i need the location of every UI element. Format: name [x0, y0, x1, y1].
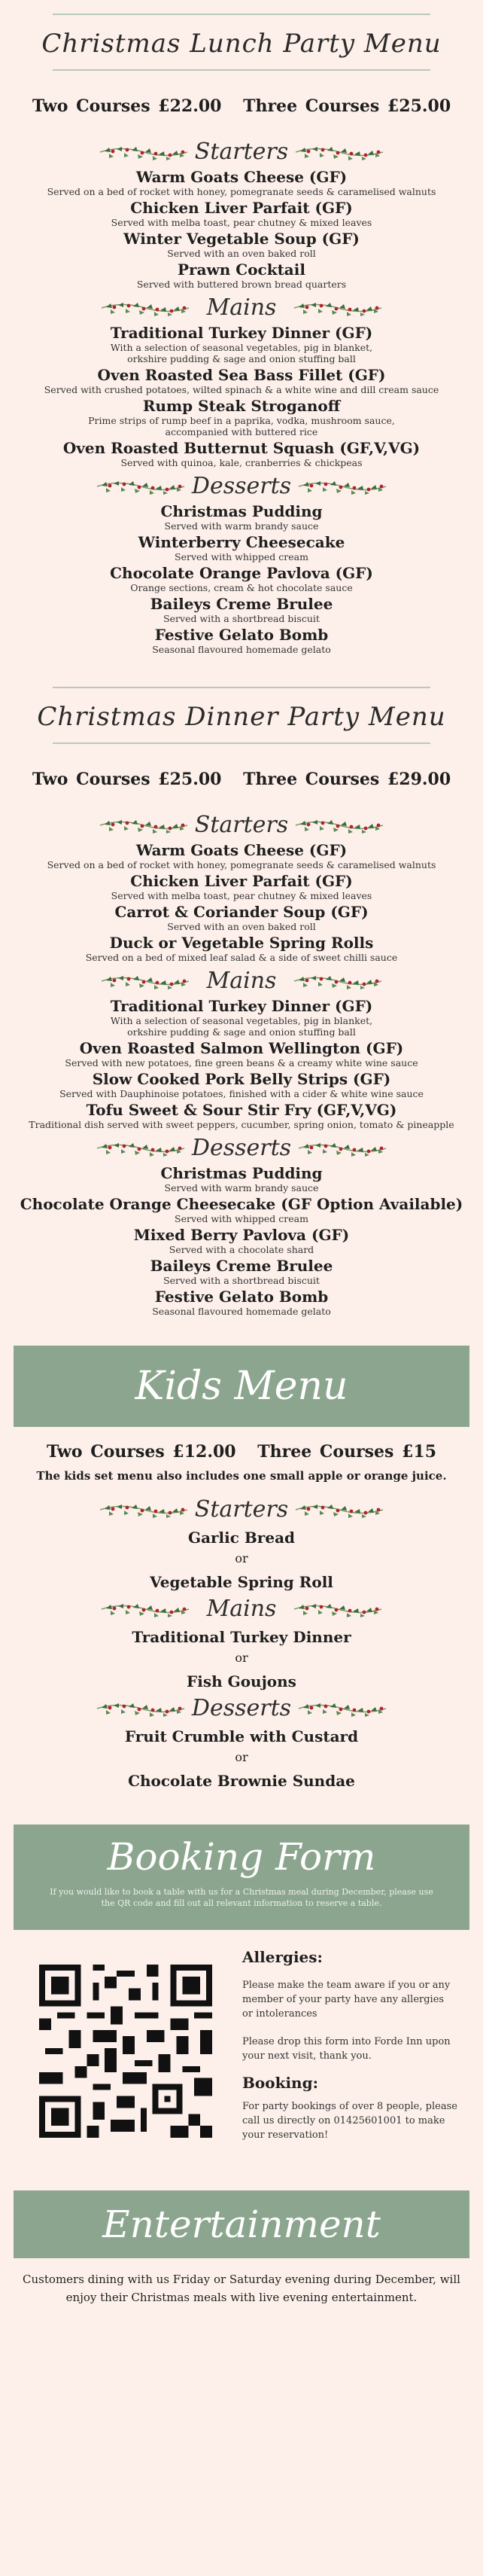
lunch-menu — [0, 0, 483, 655]
section-label: Starters — [194, 812, 289, 838]
booking-text: For party bookings of over 8 people, please call us directly on 01425601001 to make your reservation! — [242, 2101, 457, 2141]
dish-name: Baileys Creme Brulee — [150, 1257, 333, 1275]
entertainment-banner: Entertainment — [14, 2190, 469, 2258]
dish-description: Traditional dish served with sweet peppers, cucumber, spring onion, tomato & pineapple — [29, 1119, 454, 1130]
holly-garland-icon — [294, 817, 384, 834]
dinner-starters-list — [0, 841, 483, 963]
kids-menu-banner: Kids Menu — [14, 1346, 469, 1427]
booking-section — [0, 1825, 483, 2171]
dish-name: Tofu Sweet & Sour Stir Fry (GF,V,VG) — [86, 1101, 397, 1119]
holly-garland-icon — [297, 1700, 387, 1717]
dish-name: Oven Roasted Butternut Squash (GF,V,VG) — [62, 439, 421, 457]
dish-description: Served on a bed of rocket with honey, pomegranate seeds & caramelised walnuts — [47, 186, 436, 197]
kids-main-2: Fish Goujons — [187, 1672, 296, 1690]
dish-description: Prime strips of rump beef in a paprika, vodka, mushroom sauce, — [88, 415, 395, 426]
dish-name: Slow Cooked Pork Belly Strips (GF) — [92, 1070, 391, 1088]
dish-item — [0, 903, 483, 932]
holly-garland-icon — [100, 300, 190, 316]
dish-item — [0, 1039, 483, 1069]
dish-description: Seasonal flavoured homemade gelato — [152, 1306, 331, 1317]
dish-name: Chicken Liver Parfait (GF) — [130, 872, 353, 890]
dish-item — [0, 230, 483, 259]
dish-item — [0, 261, 483, 290]
dish-name: Baileys Creme Brulee — [150, 595, 333, 613]
entertainment-text: Customers dining with us Friday or Saturday evening during December, will enjoy their Christmas meals with live evening entertainment. — [23, 2273, 460, 2304]
dish-description: accompanied with buttered rice — [165, 426, 318, 437]
kids-starter-1: Garlic Bread — [187, 1529, 296, 1547]
lunch-mains-list — [0, 324, 483, 468]
dish-item — [0, 366, 483, 395]
dish-name: Chocolate Orange Pavlova (GF) — [110, 564, 373, 582]
dish-name: Warm Goats Cheese (GF) — [135, 168, 348, 186]
dish-item — [0, 1164, 483, 1193]
holly-garland-icon — [294, 1501, 384, 1518]
dish-description: orkshire pudding & sage and onion stuffing ball — [127, 1026, 356, 1038]
dish-name: Christmas Pudding — [160, 1164, 323, 1182]
dish-name: Oven Roasted Salmon Wellington (GF) — [79, 1039, 404, 1057]
dish-description: Served with buttered brown bread quarters — [136, 279, 347, 290]
holly-garland-icon — [96, 1700, 186, 1717]
kids-starter-2: Vegetable Spring Roll — [150, 1573, 333, 1591]
dinner-desserts-list — [0, 1164, 483, 1317]
dish-name: Winter Vegetable Soup (GF) — [123, 230, 360, 248]
dish-name: Chicken Liver Parfait (GF) — [130, 199, 353, 217]
dish-item — [0, 1226, 483, 1255]
dinner-menu-title: Christmas Dinner Party Menu — [37, 702, 446, 732]
dish-item — [0, 997, 483, 1038]
dinner-price-two: Two Courses £25.00 — [32, 770, 222, 789]
dish-name: Duck or Vegetable Spring Rolls — [109, 934, 374, 952]
dish-item — [0, 872, 483, 901]
or-separator: or — [235, 1551, 248, 1565]
booking-intro: If you would like to book a table with us for a Christmas meal during December, please use the QR code and fill out all relevant information to reserve a table. — [50, 1887, 433, 1908]
dish-name: Festive Gelato Bomb — [154, 1288, 329, 1306]
dish-description: Served with warm brandy sauce — [164, 520, 319, 532]
dish-item — [0, 324, 483, 364]
dish-description: Served with an oven baked roll — [167, 248, 316, 259]
holly-garland-icon — [297, 478, 387, 495]
or-separator: or — [235, 1651, 248, 1665]
lunch-menu-title: Christmas Lunch Party Menu — [41, 29, 442, 59]
kids-desserts-heading — [0, 1695, 483, 1721]
lunch-starters-heading — [0, 139, 483, 165]
dish-name: Warm Goats Cheese (GF) — [135, 841, 348, 859]
dish-item — [0, 1288, 483, 1317]
dish-item — [0, 502, 483, 532]
kids-main-1: Traditional Turkey Dinner — [132, 1628, 351, 1646]
section-label: Starters — [194, 139, 289, 165]
holly-garland-icon — [99, 144, 189, 160]
section-label: Desserts — [191, 1695, 292, 1721]
dish-description: Served with melba toast, pear chutney & mixed leaves — [111, 217, 372, 228]
dish-item — [0, 564, 483, 593]
dinner-starters-heading — [0, 812, 483, 838]
dish-description: Served on a bed of rocket with honey, pomegranate seeds & caramelised walnuts — [47, 859, 436, 870]
lunch-price-two: Two Courses £22.00 — [32, 96, 222, 116]
holly-garland-icon — [293, 1601, 383, 1617]
divider — [53, 69, 430, 71]
dish-description: Served with a chocolate shard — [169, 1244, 314, 1255]
dish-item — [0, 1101, 483, 1130]
dish-item — [0, 1070, 483, 1099]
kids-price-three: Three Courses £15 — [257, 1442, 437, 1462]
kids-note: The kids set menu also includes one small apple or orange juice. — [36, 1469, 447, 1483]
dish-item — [0, 1195, 483, 1224]
holly-garland-icon — [99, 1501, 189, 1518]
dinner-prices — [0, 770, 483, 789]
dish-name: Chocolate Orange Cheesecake (GF Option Available) — [20, 1195, 463, 1213]
booking-body — [0, 1930, 483, 2171]
section-label: Starters — [194, 1496, 289, 1523]
holly-garland-icon — [99, 817, 189, 834]
dish-item — [0, 439, 483, 468]
dish-description: Served with warm brandy sauce — [164, 1182, 319, 1193]
dinner-mains-list — [0, 997, 483, 1130]
dish-description: With a selection of seasonal vegetables, pig in blanket, — [110, 342, 373, 353]
section-label: Desserts — [191, 1135, 292, 1161]
dish-item — [0, 168, 483, 197]
dish-description: Served with crushed potatoes, wilted spinach & a white wine and dill cream sauce — [44, 384, 439, 395]
lunch-mains-heading — [0, 294, 483, 321]
booking-details — [242, 1948, 457, 2156]
dish-description: Served with melba toast, pear chutney & mixed leaves — [111, 890, 372, 901]
entertainment-section — [0, 2190, 483, 2306]
dish-item — [0, 626, 483, 655]
section-label: Mains — [206, 968, 277, 994]
dish-description: orkshire pudding & sage and onion stuffing ball — [127, 353, 356, 364]
lunch-desserts-list — [0, 502, 483, 655]
dish-name: Winterberry Cheesecake — [138, 533, 345, 551]
dish-description: Served with Dauphinoise potatoes, finished with a cider & white wine sauce — [59, 1088, 424, 1099]
kids-mains-heading — [0, 1596, 483, 1622]
dish-description: Served with whipped cream — [175, 1213, 308, 1224]
lunch-prices — [0, 96, 483, 116]
lunch-desserts-heading — [0, 473, 483, 499]
dinner-desserts-heading — [0, 1135, 483, 1161]
dish-description: Served with a shortbread biscuit — [163, 1275, 320, 1286]
kids-prices — [0, 1442, 483, 1462]
lunch-starters-list — [0, 168, 483, 290]
dish-item — [0, 595, 483, 624]
holly-garland-icon — [297, 1140, 387, 1157]
holly-garland-icon — [294, 144, 384, 160]
dish-description: Served on a bed of mixed leaf salad & a side of sweet chilli sauce — [85, 952, 398, 963]
dish-item — [0, 1257, 483, 1286]
dish-description: Served with new potatoes, fine green beans & a creamy white wine sauce — [65, 1057, 418, 1069]
holly-garland-icon — [293, 300, 383, 316]
divider — [53, 742, 430, 744]
holly-garland-icon — [100, 973, 190, 989]
dish-name: Carrot & Coriander Soup (GF) — [114, 903, 369, 921]
holly-garland-icon — [96, 478, 186, 495]
kids-starters-heading — [0, 1496, 483, 1523]
drop-off-text: Please drop this form into Forde Inn upon your next visit, thank you. — [242, 2036, 451, 2062]
dish-item — [0, 934, 483, 963]
dinner-mains-heading — [0, 968, 483, 994]
dish-description: Seasonal flavoured homemade gelato — [152, 644, 331, 655]
kids-price-two: Two Courses £12.00 — [46, 1442, 236, 1462]
dish-description: Served with a shortbread biscuit — [163, 613, 320, 624]
qr-code-icon[interactable] — [39, 1965, 212, 2138]
dish-name: Mixed Berry Pavlova (GF) — [133, 1226, 350, 1244]
dish-name: Oven Roasted Sea Bass Fillet (GF) — [97, 366, 386, 384]
dish-name: Traditional Turkey Dinner (GF) — [110, 997, 373, 1015]
dish-name: Festive Gelato Bomb — [154, 626, 329, 644]
or-separator: or — [235, 1750, 248, 1764]
booking-banner — [14, 1825, 469, 1930]
kids-dessert-1: Fruit Crumble with Custard — [124, 1727, 359, 1745]
dish-description: With a selection of seasonal vegetables, pig in blanket, — [110, 1015, 373, 1026]
dish-name: Christmas Pudding — [160, 502, 323, 520]
holly-garland-icon — [96, 1140, 186, 1157]
booking-title: Booking Form — [107, 1835, 376, 1879]
holly-garland-icon — [293, 973, 383, 989]
dish-description: Served with quinoa, kale, cranberries & chickpeas — [120, 457, 363, 468]
allergies-heading: Allergies: — [242, 1948, 323, 1966]
booking-heading: Booking: — [242, 2074, 318, 2092]
dish-item — [0, 533, 483, 562]
section-label: Mains — [206, 1596, 277, 1622]
dish-item — [0, 199, 483, 228]
section-label: Desserts — [191, 473, 292, 499]
kids-dessert-2: Chocolate Brownie Sundae — [128, 1772, 355, 1790]
lunch-price-three: Three Courses £25.00 — [243, 96, 451, 116]
dish-name: Prawn Cocktail — [178, 261, 305, 279]
kids-menu — [0, 1346, 483, 1790]
allergies-text: Please make the team aware if you or any member of your party have any allergies or intolerances — [242, 1980, 451, 2020]
dish-description: Orange sections, cream & hot chocolate sauce — [130, 582, 353, 593]
dish-name: Rump Steak Stroganoff — [142, 397, 341, 415]
dish-name: Traditional Turkey Dinner (GF) — [110, 324, 373, 342]
dish-item — [0, 397, 483, 437]
dinner-menu — [0, 687, 483, 1317]
dish-description: Served with an oven baked roll — [167, 921, 316, 932]
dish-item — [0, 841, 483, 870]
section-label: Mains — [206, 294, 277, 321]
holly-garland-icon — [100, 1601, 190, 1617]
dish-description: Served with whipped cream — [175, 551, 308, 562]
dinner-price-three: Three Courses £29.00 — [243, 770, 451, 789]
